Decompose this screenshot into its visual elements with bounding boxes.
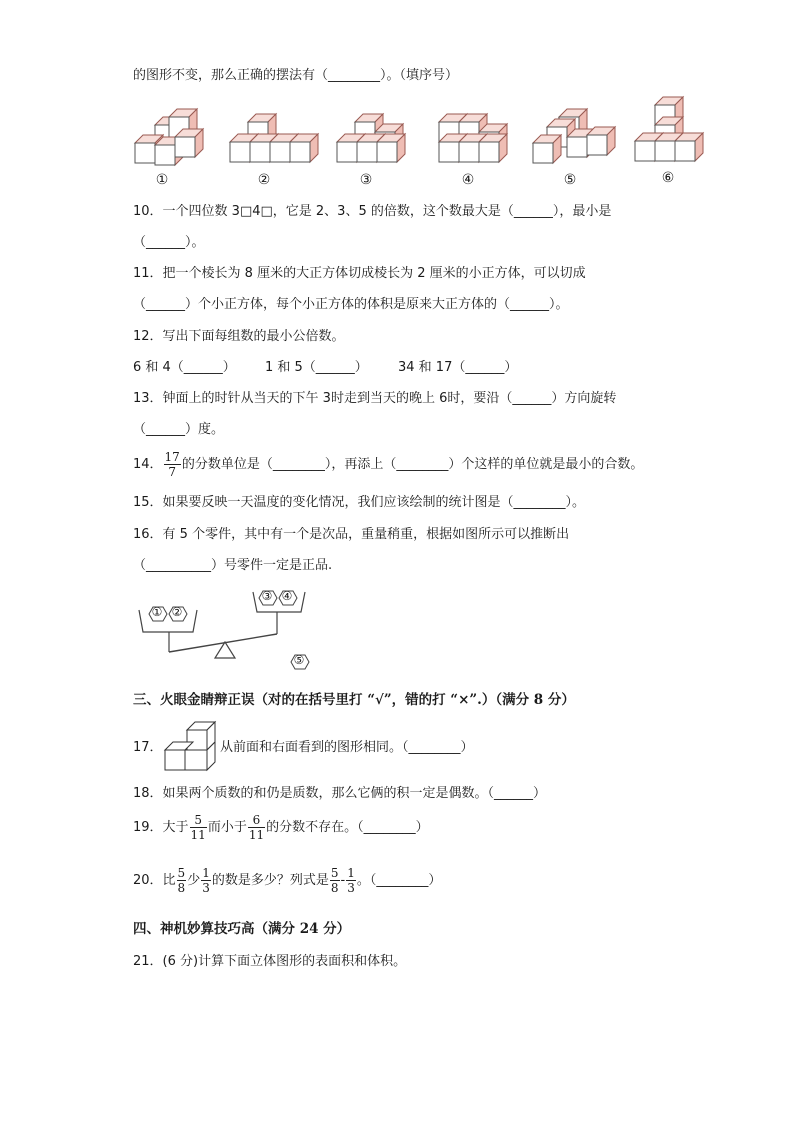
q14-numerator: 17 xyxy=(164,450,180,464)
q21-line: 21．(6 分)计算下面立体图形的表面积和体积。 xyxy=(133,954,407,969)
q20-f1-den: 8 xyxy=(177,881,186,895)
figure-label-5: ⑤ xyxy=(563,172,577,188)
q20-fraction-3 xyxy=(330,866,340,895)
figure-4 xyxy=(439,114,507,162)
q12-item-1: 6 和 4（______） xyxy=(133,360,236,375)
q12-item-2: 1 和 5（______） xyxy=(265,360,368,375)
q20-f4-num: 1 xyxy=(347,866,355,880)
q20-line xyxy=(133,866,441,895)
figure-1 xyxy=(135,109,203,165)
q20-prefix: 20．比 xyxy=(133,873,176,888)
section-4-heading: 四、神机妙算技巧高（满分 24 分） xyxy=(133,921,351,937)
q13-line-2: （______）度。 xyxy=(133,422,225,437)
q19-f1-num: 5 xyxy=(190,813,207,828)
section-3-heading: 三、火眼金睛辩正误（对的在括号里打 “√”，错的打 “×”.）（满分 8 分） xyxy=(133,692,575,708)
q11-line-2: （______）个小正方体，每个小正方体的体积是原来大正方体的（______）。 xyxy=(133,297,569,312)
q19-f2-num: 6 xyxy=(248,813,265,828)
q19-prefix: 19．大于 xyxy=(133,820,189,835)
q14-text: 的分数单位是（________），再添上（________）个这样的单位就是最小的合数。 xyxy=(181,457,644,472)
q19-tail: 的分数不存在。（________） xyxy=(266,820,429,835)
figure-label-4: ④ xyxy=(461,172,475,188)
q20-f3-num: 5 xyxy=(330,866,339,880)
q19-fraction-1 xyxy=(190,813,207,842)
q20-tail: 。（________） xyxy=(356,873,442,888)
q20-mid: 少 xyxy=(187,873,201,888)
q20-fraction-2 xyxy=(201,866,211,895)
q20-f2-den: 3 xyxy=(202,881,210,895)
figure-3 xyxy=(337,114,405,162)
q17-text: 从前面和右面看到的图形相同。（________） xyxy=(220,740,474,755)
q20-fraction-1 xyxy=(177,866,187,895)
q9-tail: 的图形不变，那么正确的摆法有（________）。（填序号） xyxy=(133,68,459,83)
q16-line-2: （__________）号零件一定是正品. xyxy=(133,558,333,573)
part-label-5: ⑤ xyxy=(293,653,305,667)
q20-fraction-4 xyxy=(346,866,356,895)
q19-mid: 而小于 xyxy=(207,820,247,835)
q17-cube-figure xyxy=(163,720,223,772)
q14-denominator: 7 xyxy=(168,465,176,479)
q14-fraction xyxy=(164,450,181,479)
figure-label-6: ⑥ xyxy=(661,170,675,186)
q19-fraction-2 xyxy=(248,813,265,842)
figure-label-1: ① xyxy=(155,172,169,188)
q19-line xyxy=(133,813,429,842)
cube-figures xyxy=(125,95,715,170)
part-label-1: ① xyxy=(151,605,163,619)
q13-line-1: 13．钟面上的时针从当天的下午 3时走到当天的晚上 6时，要沿（______）方向旋转 xyxy=(133,391,617,406)
q20-f2-num: 1 xyxy=(202,866,210,880)
q10-line-1: 10．一个四位数 3□4□，它是 2、3、5 的倍数，这个数最大是（______），最小是 xyxy=(133,204,612,219)
figure-6 xyxy=(635,97,703,161)
q19-f2-den: 11 xyxy=(248,828,265,842)
q20-minus: - xyxy=(340,873,346,888)
q10-line-2: （______）。 xyxy=(133,235,205,250)
q15-line: 15．如果要反映一天温度的变化情况，我们应该绘制的统计图是（________）。 xyxy=(133,495,586,510)
figure-label-3: ③ xyxy=(359,172,373,188)
q17-prefix: 17． xyxy=(133,740,163,755)
part-label-2: ② xyxy=(171,605,183,619)
figure-label-2: ② xyxy=(257,172,271,188)
q20-f4-den: 3 xyxy=(347,881,355,895)
q19-f1-den: 11 xyxy=(190,828,206,842)
q12-title: 12．写出下面每组数的最小公倍数。 xyxy=(133,329,345,344)
q16-line-1: 16．有 5 个零件，其中有一个是次品，重量稍重，根据如图所示可以推断出 xyxy=(133,527,570,542)
q12-item-3: 34 和 17（______） xyxy=(398,360,518,375)
q11-line-1: 11．把一个棱长为 8 厘米的大正方体切成棱长为 2 厘米的小正方体，可以切成 xyxy=(133,266,586,281)
q18-line: 18．如果两个质数的和仍是质数，那么它俩的积一定是偶数。（______） xyxy=(133,786,547,801)
q20-f3-den: 8 xyxy=(330,881,339,895)
q14-line xyxy=(133,450,643,479)
q14-prefix: 14． xyxy=(133,457,163,472)
part-label-3: ③ xyxy=(261,589,273,603)
q20-f1-num: 5 xyxy=(177,866,186,880)
figure-2 xyxy=(230,114,318,162)
q20-mid2: 的数是多少？列式是 xyxy=(211,873,329,888)
part-label-4: ④ xyxy=(281,589,293,603)
figure-5 xyxy=(533,109,615,163)
